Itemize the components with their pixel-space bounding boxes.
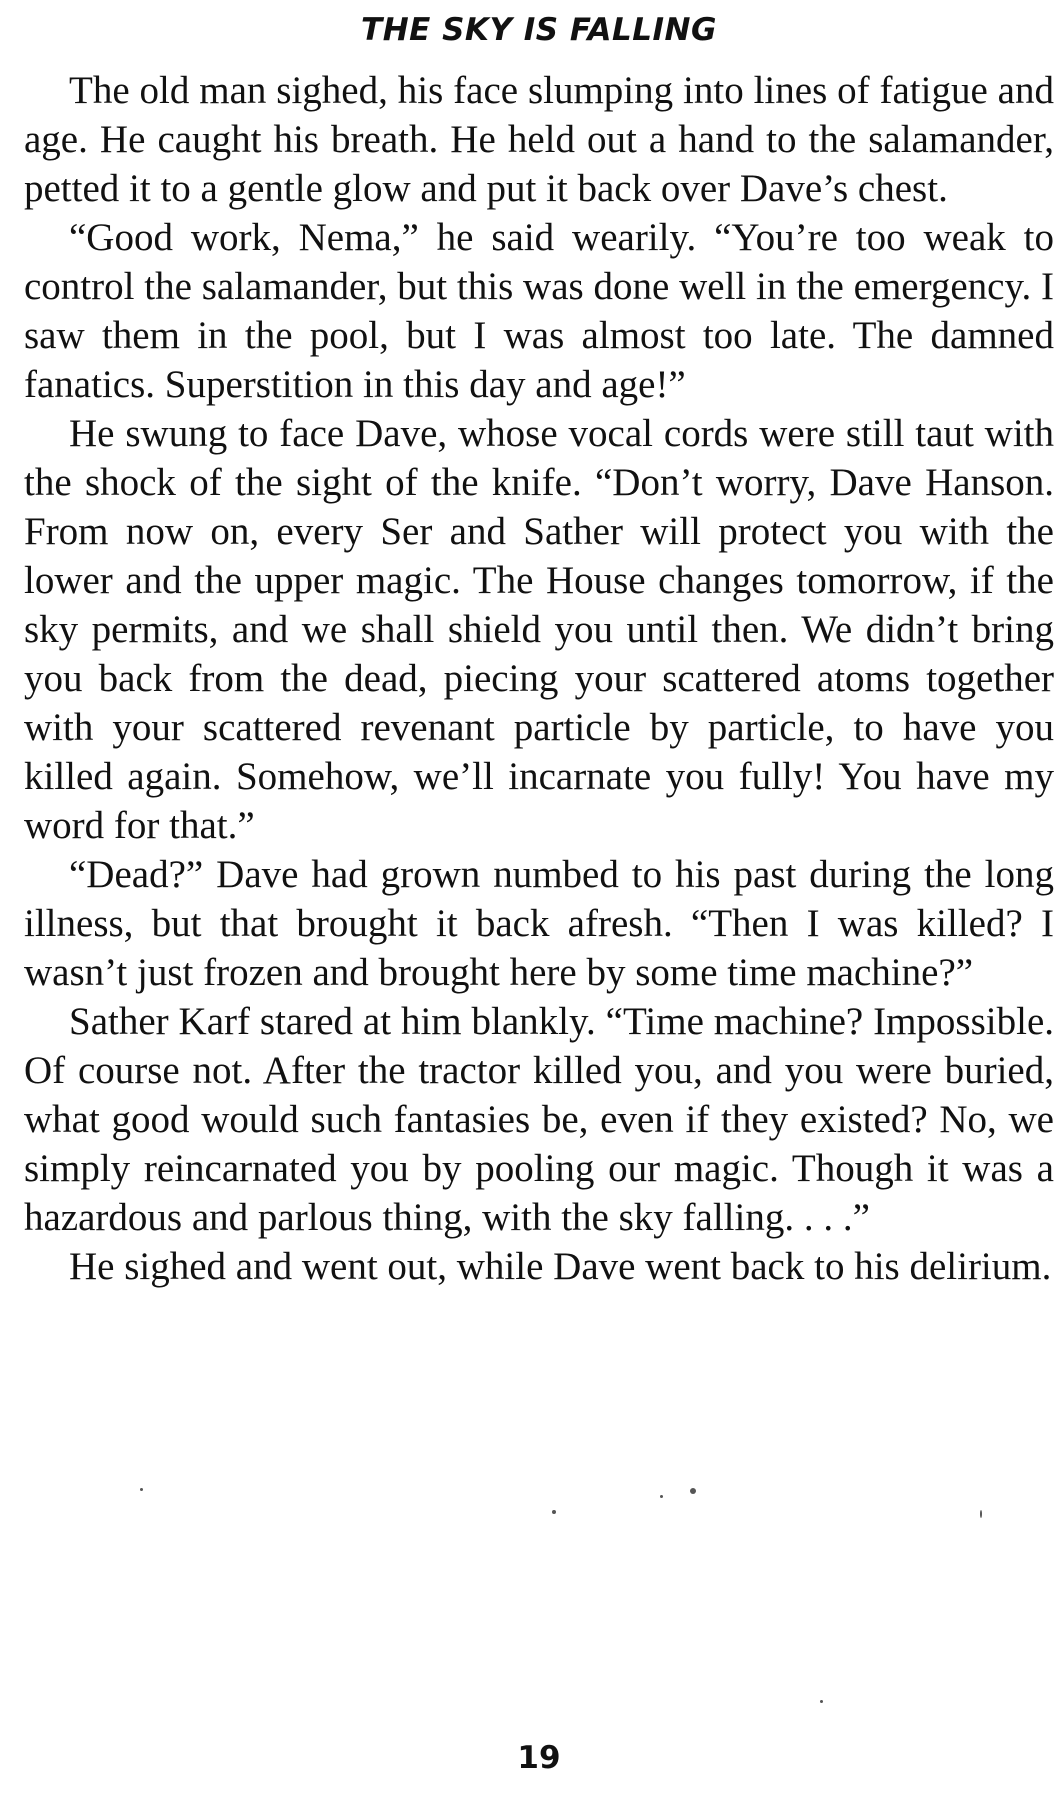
scan-speck <box>820 1700 823 1703</box>
paragraph: Sather Karf stared at him blankly. “Time machine? Impossible. Of course not. After the tractor killed you, and you were buried, what good would such fantasies be, even if they existed? No, we simply reincarnated you by pooling our magic. Though it was a hazardous and parlous thing, with the sky falling. . . .” <box>24 1000 1054 1239</box>
scan-speck <box>552 1510 556 1514</box>
running-head: THE SKY IS FALLING <box>361 12 717 48</box>
book-page <box>24 0 1054 1812</box>
paragraph: “Good work, Nema,” he said wearily. “You’re too weak to control the salamander, but this was done well in the emergency. I saw them in the pool, but I was almost too late. The damned fanatics. Superstition in this day and age!” <box>24 216 1054 406</box>
paragraph: He swung to face Dave, whose vocal cords were still taut with the shock of the sight of the knife. “Don’t worry, Dave Hanson. From now on, every Ser and Sather will protect you with the lower and the upper magic. The House changes tomorrow, if the sky permits, and we shall shield you until then. We didn’t bring you back from the dead, piecing your scattered atoms together with your scattered revenant particle by particle, to have you killed again. Somehow, we’ll incarnate you fully! You have my word for that.” <box>24 412 1054 847</box>
scan-speck <box>660 1495 663 1498</box>
scan-speck <box>980 1510 982 1518</box>
paragraph: “Dead?” Dave had grown numbed to his past during the long illness, but that brought it back afresh. “Then I was killed? I wasn’t just frozen and brought here by some time machine?” <box>24 853 1054 994</box>
paragraph: He sighed and went out, while Dave went back to his delirium. <box>69 1245 1052 1288</box>
paragraph: The old man sighed, his face slumping into lines of fatigue and age. He caught his breath. He held out a hand to the salamander, petted it to a gentle glow and put it back over Dave’s chest. <box>24 69 1054 210</box>
scan-speck <box>140 1488 143 1491</box>
page-number: 19 <box>517 1740 561 1776</box>
scan-speck <box>690 1488 696 1494</box>
body-text <box>24 66 1054 1291</box>
